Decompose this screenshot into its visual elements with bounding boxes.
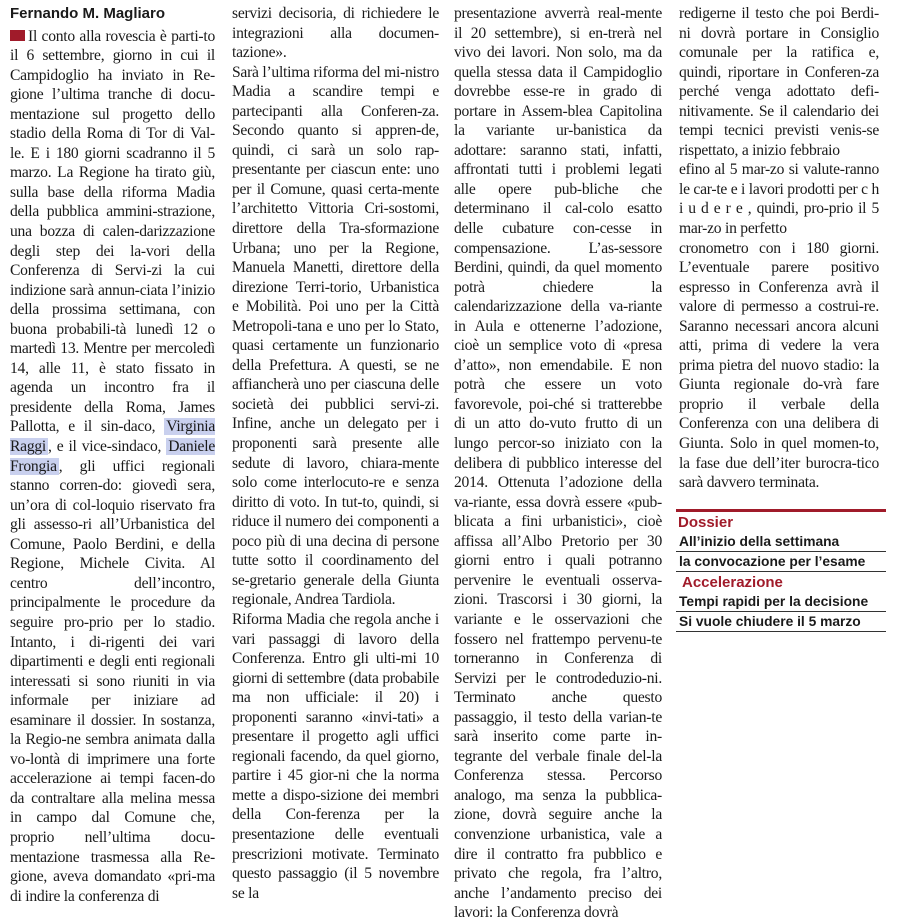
paragraph <box>10 27 215 907</box>
highlight-virginia-raggi[interactable]: Virginia Raggi <box>10 418 215 456</box>
article-column-1 <box>10 4 215 906</box>
paragraph-text: Il conto alla rovescia è parti-to il 6 settembre, giorno in cui il Campidoglio ha inviato in Re-gione l’ultima tranche di docu-mentazione sul progetto dello stadio della Roma di Tor di Val-le. E i 180 giorni scadranno il 5 marzo. La Regione ha tirato giù, sulla base della riforma Madia della pubblica ammini-strazione, una bozza di calen-darizzazione degli step dei la-vori della Conferenza di Servi-zi la cui indizione sarà annun-ciata l’inizio della prossima settimana, con buona probabili-tà lunedì 12 o martedì 13. Mentre per mercoledì 14, alle 11, è stato fissato in agenda un incontro fra il presidente della Roma, James Pallotta, e il sin-daco, <box>10 27 215 436</box>
article-column-4 <box>679 4 879 493</box>
byline: Fernando M. Magliaro <box>10 5 166 22</box>
sidebar-heading: Accelerazione <box>682 574 783 591</box>
paragraph-narrow: efino al 5 mar-zo si valute-ranno le car-te e i lavori prodotti per c h i u d e r e , quindi, pro-prio il 5 mar-zo in perfetto <box>679 161 879 238</box>
highlight-daniele-frongia[interactable]: Daniele Frongia <box>10 438 215 475</box>
sidebar-line: la convocazione per l’esame <box>676 552 886 572</box>
section-marker-icon <box>10 30 25 41</box>
paragraph: Sarà l’ultima riforma del mi-nistro Madia a scandire tempi e partecipanti alla Conferen-za. Secondo quanto si appren-de, quindi, ci sarà un solo rap-presentante per ciascun ente: uno per il Comune, quasi certa-mente l’architetto Vittoria Cri-sostomi, direttore della Tra-sformazione Urbana; uno per la Regione, Manuela Manetti, direttore della direzione Terri-torio, Urbanistica e Mobilità. Poi uno per la Città Metropoli-tana e uno per lo Stato, quasi certamente un funzionario della Prefettura. A questi, se ne affiancherà uno per ciascuna delle società dei pubblici servi-zi. Infine, anche un delegato per i proponenti sarà presente alle sedute di lavoro, chiara-mente solo come interlocuto-re e senza diritto di voto. In tut-to, quindi, si riduce il numero dei componenti a poco più di una decina di persone tutte sotto il coordinamento del se-gretario generale della Giunta regionale, Andrea Tardiola. <box>232 63 439 609</box>
paragraph-text: , gli uffici regionali stanno corren-do: giovedì sera, un’ora di col-loquio riservato fra gli assesso-ri all’Urbanistica del Comune, Paolo Berdini, e della Regione, Michele Civita. Al centro dell’incontro, principalmente le procedure da seguire pro-prio per lo stadio. Intanto, i di-rigenti dei vari dipartimenti e degli enti regionali interessati si sono riuniti in via informale per iniziare ad esaminare il dossier. In sostanza, la Regio-ne sembra animata dalla vo-lontà di imprimere una forte accelerazione ai tempi facen-do da contraltare alla melina messa in campo dal Comune che, proprio nell’ultima docu-mentazione trasmessa alla Re-gione, aveva domandato «pri-ma di indire la conferenza di <box>10 457 215 905</box>
sidebar-line: Si vuole chiudere il 5 marzo <box>676 612 886 632</box>
paragraph: presentazione avverrà real-mente il 20 settembre), si en-trerà nel vivo dei lavori. Non solo, ma da quella stessa data il Campidoglio dovrebbe esse-re in grado di portare in Assem-blea Capitolina la variante ur-banistica da adottare: saranno stati, infatti, affrontati tutti i problemi legati alle opere pub-bliche che determinano il cal-colo esatto delle cubature con-cesse in compensazione. L’as-sessore Berdini, quindi, da quel momento potrà chiedere la calendarizzazione della va-riante in Aula e ottenerne l’adozione, cioè un semplice voto di «presa d’atto», non emendabile. E non potrà che essere un voto favorevole, poi-ché si tratterebbe di un atto do-vuto frutto di un lungo percor-so iniziato con la delibera di pubblico interesse del 2014. Ottenuta l’adozione della va-riante, essa dovrà essere «pub-blicata a fini urbanistici», cioè affissa all’Albo Pretorio per 30 giorni entro i quali potranno pervenire le eventuali osserva-zioni. Trascorsi i 30 giorni, la variante e le osservazioni che fossero nel frattempo pervenu-te torneranno in Conferenza di Servizi per le controdeduzio-ni. Terminato anche questo passaggio, il testo della varian-te sarà inserito come parte in-tegrante del verbale finale del-la Conferenza stessa. Percorso analogo, ma senza la pubblica-zione, dovrà seguire anche la convenzione urbanistica, vale a dire il contratto fra pubblico e privato che regola, fra l’altro, anche l’andamento preciso dei lavori: la Conferenza dovrà <box>454 5 662 922</box>
sidebar-line: All’inizio della settimana <box>676 532 886 552</box>
article-column-2 <box>232 4 439 903</box>
paragraph: cronometro con i 180 giorni. L’eventuale parere positivo espresso in Conferenza avrà il valore di permesso a costrui-re. Saranno necessari ancora alcuni atti, prima di vedere la vera prima pietra del nuovo stadio: la Giunta regionale do-vrà fare proprio il verbale della Conferenza con una delibera di Giunta. Solo in quel momen-to, la fase due dell’iter burocra-tico sarà davvero terminata. <box>679 239 879 492</box>
article-column-3 <box>454 4 662 923</box>
paragraph: Riforma Madia che regola anche i vari passaggi di lavoro della Conferenza. Entro gli ulti-mi 10 giorni di settembre (data probabile ma non ufficiale: il 20) i proponenti saranno «invi-tati» a presentare il progetto agli uffici regionali facendo, da quel giorno, partire i 45 gior-ni che la norma mette a dispo-sizione dei membri della Con-ferenza per la presentazione delle eventuali prescrizioni motivate. Terminato questo passaggio (il 5 novembre se la <box>232 610 439 902</box>
sidebar-heading: Dossier <box>678 514 734 531</box>
dossier-box <box>676 509 886 632</box>
paragraph-text: , e il vice-sindaco, <box>48 438 167 456</box>
paragraph: servizi decisoria, di richiedere le integrazioni alla documen-tazione». <box>232 5 439 62</box>
sidebar-line: Tempi rapidi per la decisione <box>676 592 886 612</box>
paragraph: redigerne il testo che poi Berdi-ni dovrà portare in Consiglio comunale per la ratifica e, quindi, riportare in Conferen-za perché venga adottato defi-nitivamente. Se il calendario dei tempi tecnici previsti venis-se rispettato, a inizio febbraio <box>679 5 879 159</box>
